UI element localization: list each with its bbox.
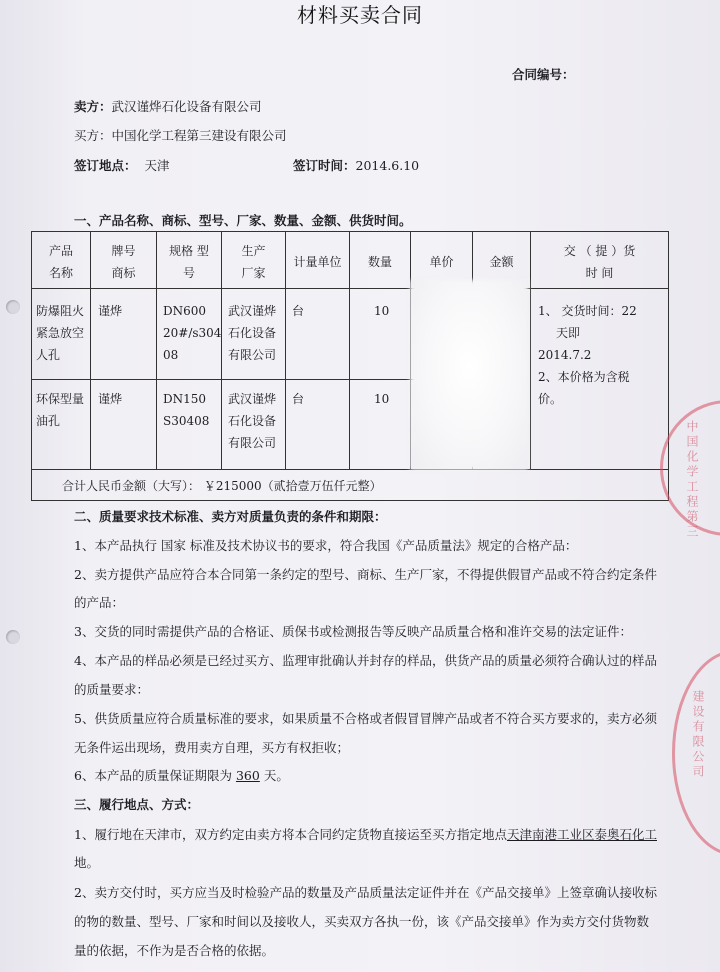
contract-number-label: 合同编号： [512, 67, 575, 82]
product-table [31, 231, 669, 501]
quality-line-2b: 的产品： [74, 595, 125, 610]
punch-hole [6, 300, 20, 314]
quality-line-2: 2、卖方提供产品应符合本合同第一条约定的型号、商标、生产厂家，不得提供假冒产品或不符合约定条件 [74, 567, 657, 582]
delivery-notes: 1、 交货时间：22 天即 2014.7.2 2、本价格为含税 价。 [538, 304, 637, 406]
sign-place: 天津 [144, 158, 170, 173]
row1-qty: 10 [374, 304, 390, 318]
row2-spec: DN150 S30408 [163, 392, 210, 428]
delivery-line-1b: 地。 [74, 855, 100, 870]
row2-brand: 谨烨 [98, 392, 123, 406]
header-unit: 计量单位 [293, 255, 342, 269]
seal-text: 中国化学工程第三 [685, 420, 699, 540]
quality-line-1: 1、本产品执行 国家 标准及技术协议书的要求，符合我国《产品质量法》规定的合格产品： [74, 538, 578, 553]
header-amount: 金额 [489, 255, 514, 269]
quality-line-3: 3、交货的同时需提供产品的合格证、质保书或检测报告等反映产品质量合格和准许交易的法定证件： [74, 624, 632, 639]
row2-name: 环保型量 油孔 [36, 392, 85, 428]
row1-maker: 武汉谨烨 石化设备 有限公司 [228, 304, 277, 362]
row1-name: 防爆阻火 紧急放空 人孔 [36, 304, 85, 362]
section3-heading: 三、履行地点、方式： [74, 797, 200, 812]
seller-name: 武汉谨烨石化设备有限公司 [111, 99, 262, 114]
sign-place-label: 签订地点： [74, 158, 137, 173]
delivery-place: 天津南港工业区泰奥石化工 [506, 827, 657, 842]
buyer-label: 买方： [74, 128, 112, 143]
row1-unit: 台 [292, 304, 305, 318]
quality-line-4: 4、本产品的样品必须是已经过买方、监理审批确认并封存的样品，供货产品的质量必须符合确认过的样品 [74, 653, 657, 668]
delivery-line-2: 2、卖方交付时，买方应当及时检验产品的数量及产品质量法定证件并在《产品交接单》上签章确认接收标 [74, 885, 657, 900]
warranty-days: 360 [235, 768, 260, 783]
row2-unit: 台 [292, 392, 305, 406]
sign-time-line [293, 157, 419, 175]
punch-hole [6, 630, 20, 644]
row1-brand: 谨烨 [98, 304, 123, 318]
header-qty: 数量 [367, 255, 392, 269]
header-delivery: 交 （ 提 ）货 时 间 [563, 244, 636, 280]
seller-line [74, 98, 262, 116]
delivery-line-1: 1、履行地在天津市，双方约定由卖方将本合同约定货物直接运至买方指定地点天津南港工业区泰奥石化工 [74, 827, 657, 842]
quality-line-4b: 的质量要求： [74, 682, 150, 697]
total-amount: 合计人民币金额（大写）： ￥215000（贰拾壹万伍仟元整） [62, 479, 382, 493]
header-brand: 牌号 商标 [111, 244, 136, 280]
row2-qty: 10 [374, 392, 390, 406]
sign-time: 2014.6.10 [355, 158, 420, 173]
document-title: 材料买卖合同 [297, 3, 423, 27]
sign-time-label: 签订时间： [293, 158, 356, 173]
row2-maker: 武汉谨烨 石化设备 有限公司 [228, 392, 277, 450]
buyer-name: 中国化学工程第三建设有限公司 [111, 128, 287, 143]
redacted-area [410, 280, 528, 470]
quality-line-6: 6、本产品的质量保证期限为 360 天。 [74, 768, 289, 783]
sign-place-line [74, 157, 170, 175]
seal-text-2: 建设有限公司 [691, 690, 705, 780]
section1-heading: 一、产品名称、商标、型号、厂家、数量、金额、供货时间。 [74, 213, 412, 228]
section2-heading: 二、质量要求技术标准、卖方对质量负责的条件和期限： [74, 509, 387, 524]
delivery-line-3: 的物的数量、型号、厂家和时间以及接收人，买卖双方各执一份，该《产品交接单》作为卖方交付货物数 [74, 914, 650, 929]
quality-line-5: 5、供货质量应符合质量标准的要求，如果质量不合格或者假冒冒牌产品或者不符合买方要求的，卖方必须 [74, 711, 657, 726]
quality-line-5b: 无条件运出现场，费用卖方自理，买方有权拒收； [74, 740, 350, 755]
header-maker: 生产 厂家 [241, 244, 266, 280]
buyer-line [74, 127, 287, 145]
row1-spec: DN600 20#/s304 08 [163, 304, 222, 362]
header-price: 单价 [429, 255, 454, 269]
header-spec: 规格 型 号 [169, 244, 209, 280]
seller-label: 卖方： [74, 99, 112, 114]
delivery-line-4: 量的依据，不作为是否合格的依据。 [74, 943, 275, 958]
header-name: 产品 名称 [48, 244, 73, 280]
